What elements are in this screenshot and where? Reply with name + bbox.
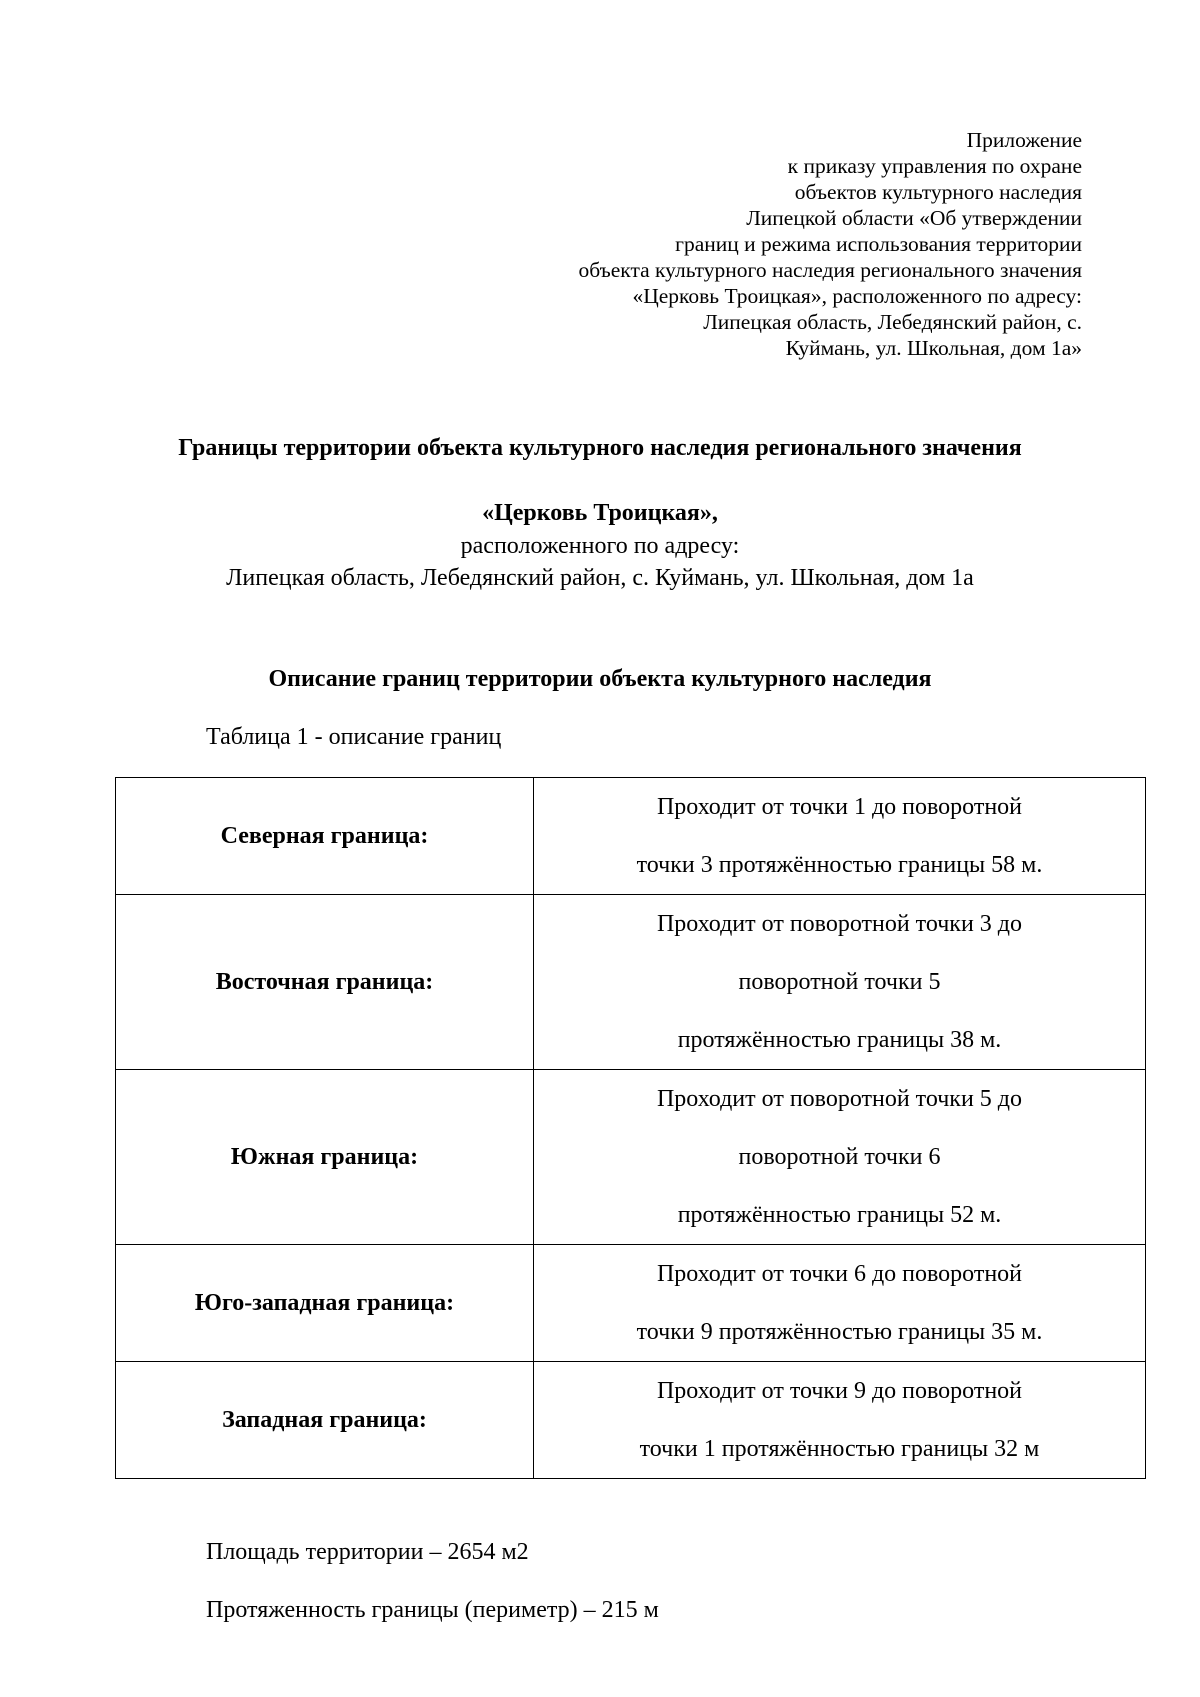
boundary-side: Восточная граница: [116, 895, 534, 1070]
table-row [116, 1362, 1146, 1479]
table-row [116, 1070, 1146, 1245]
description-line: Проходит от точки 9 до поворотной [656, 1378, 1023, 1404]
description-line: протяжённостью границы 38 м. [677, 1027, 1002, 1053]
description-line: протяжённостью границы 52 м. [677, 1202, 1002, 1228]
description-line: точки 9 протяжённостью границы 35 м. [636, 1319, 1043, 1345]
address-intro: расположенного по адресу: [460, 533, 740, 559]
annex-line: к приказу управления по охране [787, 154, 1082, 178]
boundary-perimeter: Протяженность границы (периметр) – 215 м [206, 1597, 659, 1623]
boundaries-table [115, 777, 1146, 1479]
annex-line: Приложение [966, 128, 1082, 152]
annex-header [442, 127, 1082, 361]
boundary-description [534, 1070, 1146, 1245]
annex-line: Липецкая область, Лебедянский район, с. [703, 310, 1082, 334]
annex-line: Куймань, ул. Школьная, дом 1а» [785, 336, 1082, 360]
boundary-side: Южная граница: [116, 1070, 534, 1245]
object-name: «Церковь Троицкая», [482, 500, 718, 526]
boundary-description [534, 778, 1146, 895]
boundary-side: Юго-западная граница: [116, 1245, 534, 1362]
annex-line: Липецкой области «Об утверждении [746, 206, 1082, 230]
annex-line: объекта культурного наследия регионального значения [578, 258, 1082, 282]
boundary-side: Западная граница: [116, 1362, 534, 1479]
annex-line: объектов культурного наследия [794, 180, 1082, 204]
boundary-description [534, 1245, 1146, 1362]
description-line: Проходит от точки 6 до поворотной [656, 1261, 1023, 1287]
table-row [116, 895, 1146, 1070]
table-row [116, 1245, 1146, 1362]
territory-area: Площадь территории – 2654 м2 [206, 1539, 529, 1565]
annex-line: границ и режима использования территории [675, 232, 1082, 256]
table-caption: Таблица 1 - описание границ [206, 724, 502, 750]
description-line: поворотной точки 5 [738, 969, 941, 995]
object-address: Липецкая область, Лебедянский район, с. Куймань, ул. Школьная, дом 1а [226, 565, 974, 591]
description-line: точки 1 протяжённостью границы 32 м [639, 1436, 1040, 1462]
description-line: Проходит от поворотной точки 5 до [656, 1086, 1023, 1112]
section-heading: Описание границ территории объекта культурного наследия [268, 666, 932, 692]
boundary-description [534, 1362, 1146, 1479]
document-title: Границы территории объекта культурного наследия регионального значения [178, 435, 1022, 461]
description-line: Проходит от поворотной точки 3 до [656, 911, 1023, 937]
description-line: точки 3 протяжённостью границы 58 м. [636, 852, 1043, 878]
annex-line: «Церковь Троицкая», расположенного по адресу: [632, 284, 1082, 308]
boundary-description [534, 895, 1146, 1070]
boundary-side: Северная граница: [116, 778, 534, 895]
description-line: Проходит от точки 1 до поворотной [656, 794, 1023, 820]
table-row [116, 778, 1146, 895]
description-line: поворотной точки 6 [738, 1144, 941, 1170]
